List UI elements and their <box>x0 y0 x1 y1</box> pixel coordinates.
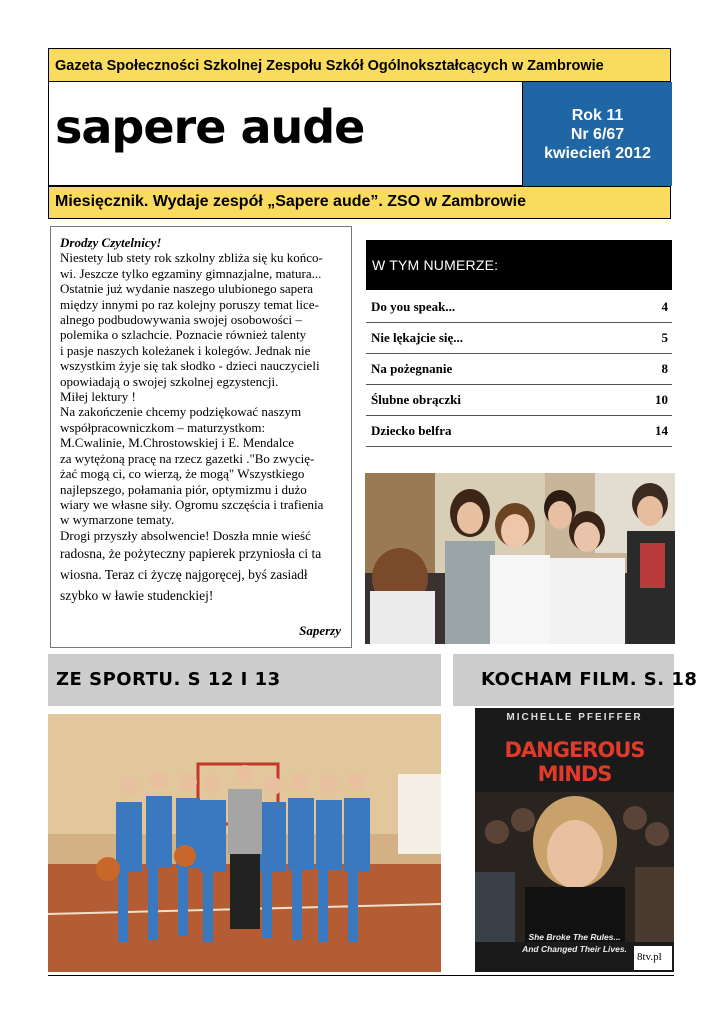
letter-line: między innymi po raz kolejny poruszy temat lice- <box>60 296 319 312</box>
letter-line: Drogi przyszły absolwencie! Doszła mnie wieść <box>60 527 311 543</box>
poster-tagline-1: She Broke The Rules... <box>528 932 621 942</box>
letter-greeting: Drodzy Czytelnicy! <box>60 235 162 250</box>
letter-line: wszystkim żyje się tak słodko - dzieci nauczycieli <box>60 358 320 374</box>
toc-item[interactable] <box>366 354 672 385</box>
letter-line: Niestety lub stety rok szkolny zbliża się ku końco- <box>60 250 323 266</box>
letter-line: i pasje naszych koleżanek i kolegów. Jednak nie <box>60 342 311 358</box>
sport-section-banner: ZE SPORTU. S 12 I 13 <box>48 654 441 706</box>
editorial-letter <box>50 226 352 648</box>
toc-item-page: 10 <box>655 392 668 407</box>
toc-heading: W TYM NUMERZE: <box>366 240 672 290</box>
letter-line: Ostatnie już wydanie naszego ulubionego sapera <box>60 281 314 297</box>
toc-item-title: Nie lękajcie się... <box>371 330 464 345</box>
letter-line: wiosna. Teraz ci życzę najgoręcej, byś zasiadł <box>60 567 308 583</box>
toc-item-page: 14 <box>655 423 668 438</box>
letter-signature: Saperzy <box>299 623 341 638</box>
movie-poster <box>475 708 674 972</box>
film-section-banner: KOCHAM FILM. S. 18 <box>453 654 674 706</box>
issue-info <box>522 82 672 186</box>
letter-line: polemika o szlachcie. Poznacie również talenty <box>60 327 307 343</box>
letter-line: M.Cwalinie, M.Chrostowskiej i E. Mendalce <box>60 435 294 451</box>
letter-line: współpracowniczkom – maturzystkom: <box>60 419 266 435</box>
toc-item-page: 5 <box>661 330 668 345</box>
issue-year: Rok 11 <box>571 107 624 124</box>
toc-item-title: Ślubne obrączki <box>371 392 461 407</box>
letter-line: żać mogą ci, co wierzą, że mogą" Wszystkiego <box>60 466 305 482</box>
letter-line: alnego podbudowywania swojej osobowości – <box>60 312 302 328</box>
photo-credit: 8tv.pl <box>634 946 672 970</box>
toc-item-title: Dziecko belfra <box>371 423 452 438</box>
newspaper-title: sapere aude <box>55 100 365 154</box>
toc-item[interactable] <box>366 292 672 323</box>
bottom-divider <box>48 975 674 976</box>
letter-line: za wytężoną pracę na rzecz gazetki ."Bo zwycię- <box>60 450 315 466</box>
basketball-team-photo <box>48 714 441 972</box>
letter-line: szybko w ławie studenckiej! <box>60 588 214 604</box>
letter-line: Miłej lektury ! <box>60 389 136 405</box>
toc-item-title: Do you speak... <box>371 299 456 314</box>
toc-item-title: Na pożegnanie <box>371 361 453 376</box>
masthead-top-line: Gazeta Społeczności Szkolnej Zespołu Szkół Ogólnokształcących w Zambrowie <box>48 48 671 82</box>
students-photo <box>365 473 675 644</box>
issue-number: Nr 6/67 <box>570 126 625 143</box>
toc-item-page: 4 <box>661 299 668 314</box>
poster-title-line-2: MINDS <box>537 762 612 786</box>
masthead <box>48 82 671 186</box>
toc-item-page: 8 <box>661 361 668 376</box>
issue-date: kwiecień 2012 <box>544 145 651 162</box>
toc-item[interactable] <box>366 323 672 354</box>
letter-line: wiary we własne siły. Ogromu szczęścia i trafienia <box>60 496 324 512</box>
masthead-subtitle: Miesięcznik. Wydaje zespół „Sapere aude”. ZSO w Zambrowie <box>48 186 671 219</box>
letter-line: najlepszego, połamania piór, optymizmu i dużo <box>60 481 307 497</box>
letter-line: opowiadają o swojej szkolnej egzystencji. <box>60 373 279 389</box>
toc-item[interactable] <box>366 416 672 447</box>
poster-title-line-1: DANGEROUS <box>504 738 645 762</box>
toc-item[interactable] <box>366 385 672 416</box>
letter-line: radosna, że pożyteczny papierek przyniosła ci ta <box>60 546 322 562</box>
letter-line: w wymarzone tematy. <box>60 512 175 528</box>
poster-actor-name: MICHELLE PFEIFFER <box>506 712 643 723</box>
letter-line: wi. Jeszcze tylko egzaminy gimnazjalne, matura... <box>60 265 322 281</box>
letter-line: Na zakończenie chcemy podziękować naszym <box>60 404 302 420</box>
poster-tagline-2: And Changed Their Lives. <box>522 944 627 954</box>
table-of-contents <box>366 292 672 447</box>
